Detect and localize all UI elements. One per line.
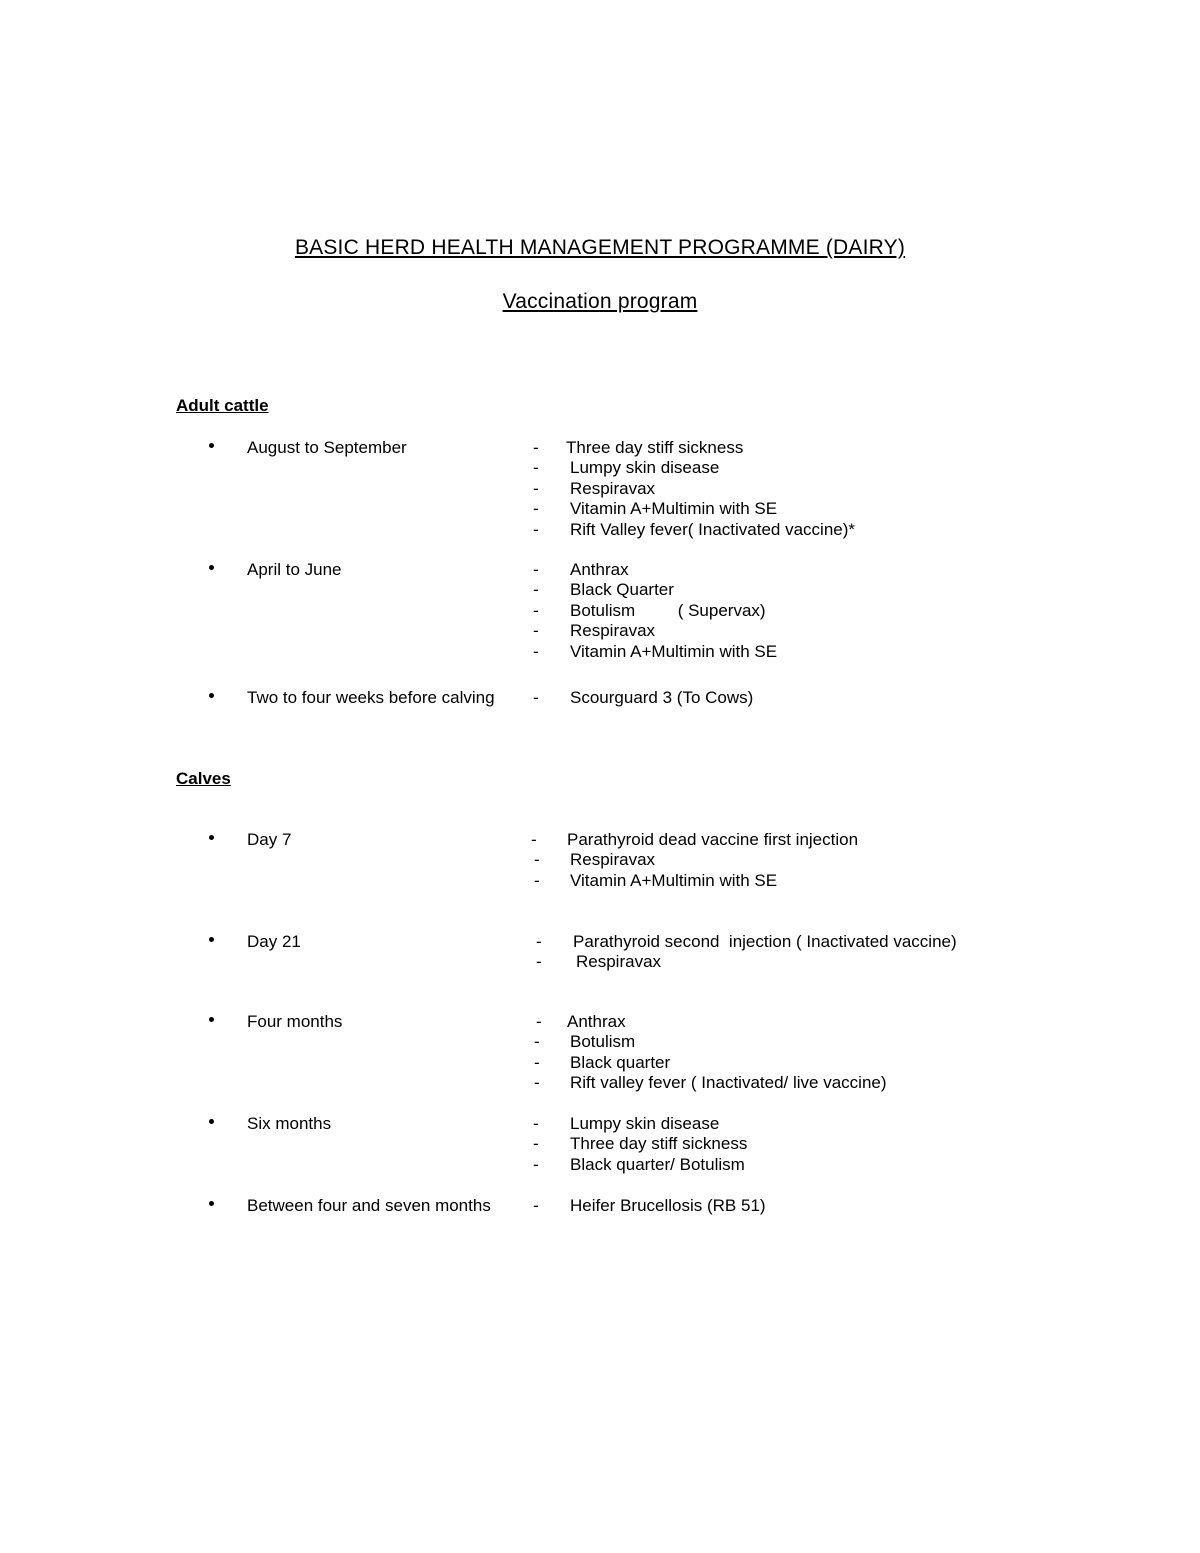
section-heading-calves: Calves [176,769,231,788]
bullet-icon [208,834,216,842]
document-subtitle: Vaccination program [502,290,698,313]
vaccine-name: Three day stiff sickness [566,438,744,457]
schedule-period: Two to four weeks before calving [247,688,495,707]
vaccine-name: Vitamin A+Multimin with SE [570,870,778,890]
vaccine-name: Vitamin A+Multimin with SE [570,641,778,661]
vaccine-name: Vitamin A+Multimin with SE [570,499,778,519]
bullet-icon [208,564,216,572]
schedule-period: Four months [247,1012,343,1031]
schedule-period: Six months [247,1114,332,1133]
vaccine-name: Respiravax [570,850,656,870]
vaccine-name: Lumpy skin disease [570,1114,720,1133]
bullet-icon [208,1200,216,1208]
schedule-period: Between four and seven months [247,1196,491,1215]
vaccine-name: Rift Valley fever( Inactivated vaccine)* [570,519,856,539]
vaccine-name: Three day stiff sickness [570,1134,748,1154]
schedule-period: Day 7 [247,830,292,849]
vaccine-name: Rift valley fever ( Inactivated/ live vaccine) [570,1073,887,1093]
bullet-icon [208,936,216,944]
vaccine-name: Respiravax [570,621,656,641]
vaccine-name: Botulism [570,1032,636,1052]
document-title: BASIC HERD HEALTH MANAGEMENT PROGRAMME (DAIRY) [294,236,906,259]
document-page: BASIC HERD HEALTH MANAGEMENT PROGRAMME (DAIRY) Vaccination program Adult cattle August to September - Three day stiff sickness - Lumpy skin disease - Respiravax - Vitamin A+Multimin with SE - Rift Valley fever( Inactivated vaccine)* April to June - Anthrax - Black Quarter - Botulism ( Supervax) - Respiravax - Vitamin A+Multimin with SE Two to four weeks before calving - Scourguard 3 (To Cows) Calves Day 7 - Parathyroid dead vaccine first injection - Respiravax - Vitamin A+Multimin with SE Day 21 - Parathyroid second injection ( Inactivated vaccine) - Respiravax Four months - Anthrax - Botulism - Black quarter - Rift valley fever ( Inactivated/ live vaccine) Six months - Lumpy skin disease - Three day stiff sickness - Black quarter/ Botulism Between four and seven months - Heifer Brucellosis (RB 51) [0,0,1200,1553]
vaccine-name: Scourguard 3 (To Cows) [570,688,754,707]
vaccine-name: Black Quarter [570,580,674,600]
schedule-period: April to June [247,560,342,579]
vaccine-name: Respiravax [576,952,662,972]
vaccine-name: Parathyroid second injection ( Inactivated vaccine) [573,932,957,951]
vaccine-name: Black quarter/ Botulism [570,1154,745,1174]
schedule-period: Day 21 [247,932,301,951]
vaccine-name: Respiravax [570,478,656,498]
vaccine-name: Botulism ( Supervax) [570,600,766,620]
bullet-icon [208,1118,216,1126]
bullet-icon [208,1016,216,1024]
vaccine-name: Anthrax [567,1012,626,1031]
section-heading-adult-cattle: Adult cattle [176,396,269,415]
schedule-period: August to September [247,438,407,457]
bullet-icon [208,442,216,450]
vaccine-name: Anthrax [570,560,629,579]
vaccine-name: Parathyroid dead vaccine first injection [567,830,859,849]
vaccine-name: Heifer Brucellosis (RB 51) [570,1196,766,1215]
vaccine-name: Black quarter [570,1052,671,1072]
vaccine-name: Lumpy skin disease [570,458,720,478]
bullet-icon [208,692,216,700]
